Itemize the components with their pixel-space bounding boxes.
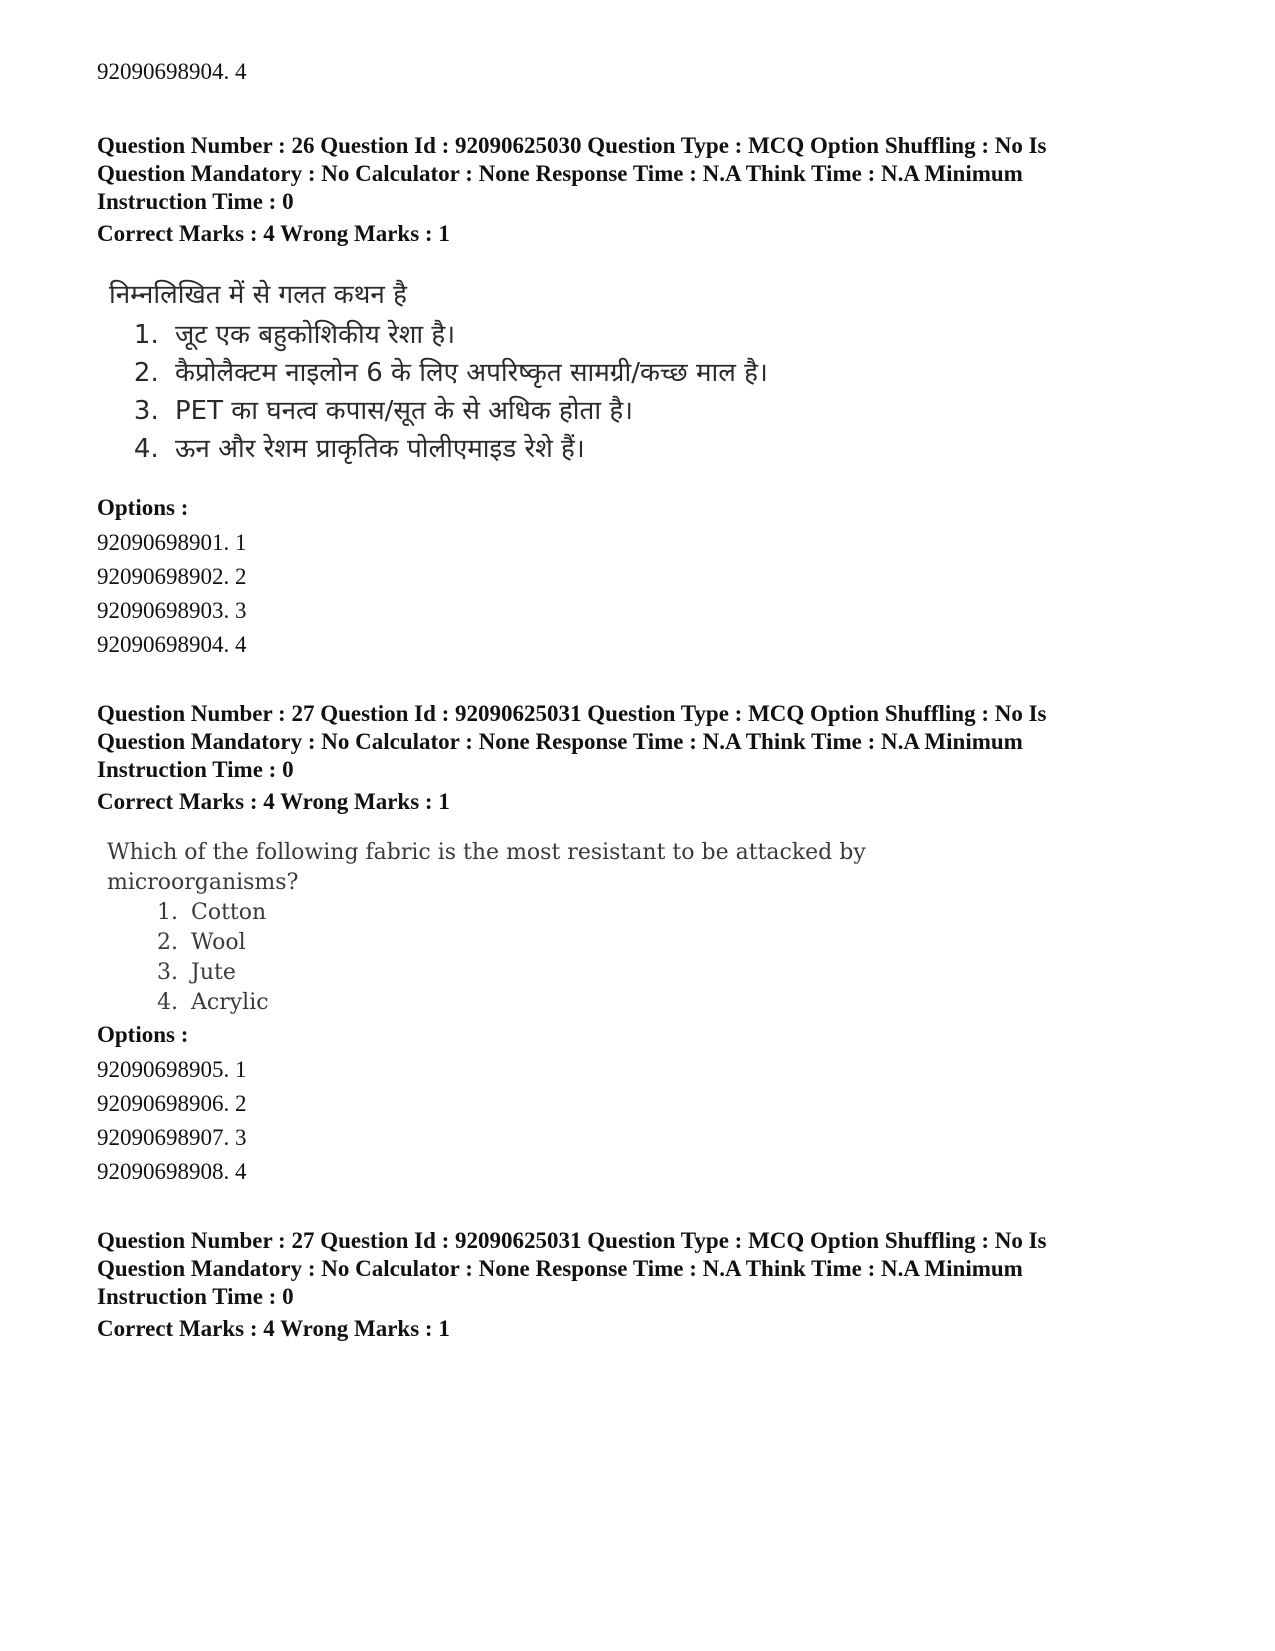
statement-item: 3. PET का घनत्व कपास/सूत के से अधिक होता है।: [167, 392, 768, 430]
option-item: 92090698902. 2: [97, 564, 247, 589]
option-item: 92090698907. 3: [97, 1125, 247, 1150]
question-27-options: [97, 1021, 247, 1189]
options-label: Options :: [97, 495, 189, 520]
statement-item: 4. ऊन और रेशम प्राकृतिक पोलीएमाइड रेशे हैं।: [167, 430, 768, 468]
question-26-image-text: [109, 276, 768, 468]
option-item: 92090698905. 1: [97, 1057, 247, 1082]
choice-item: 1. Cotton: [185, 898, 867, 928]
question-27-repeat-block: [97, 1227, 1137, 1343]
question-marks: Correct Marks : 4 Wrong Marks : 1: [97, 221, 450, 246]
choice-item: 2. Wool: [185, 928, 867, 958]
option-item: 92090698903. 3: [97, 598, 247, 623]
question-26-block: [97, 132, 1137, 248]
question-marks: Correct Marks : 4 Wrong Marks : 1: [97, 789, 450, 814]
options-list: [97, 1053, 247, 1189]
choice-list: [107, 898, 867, 1018]
question-stem: Which of the following fabric is the most resistant to be attacked by microorganisms?: [107, 840, 866, 895]
question-header: Question Number : 27 Question Id : 92090625031 Question Type : MCQ Option Shuffling : No Is Question Mandatory : No Calculator : None Response Time : N.A Think Time : N.A Minimum Instruction Time : 0: [97, 1228, 1047, 1309]
option-item: 92090698906. 2: [97, 1091, 247, 1116]
choice-item: 3. Jute: [185, 958, 867, 988]
previous-option-line: 92090698904. 4: [97, 59, 247, 84]
choice-item: 4. Acrylic: [185, 988, 867, 1018]
option-item: 92090698908. 4: [97, 1159, 247, 1184]
question-header: Question Number : 26 Question Id : 92090625030 Question Type : MCQ Option Shuffling : No Is Question Mandatory : No Calculator : None Response Time : N.A Think Time : N.A Minimum Instruction Time : 0: [97, 133, 1047, 214]
statement-list: [109, 316, 768, 468]
option-item: 92090698901. 1: [97, 530, 247, 555]
question-27-block: [97, 700, 1137, 816]
question-marks: Correct Marks : 4 Wrong Marks : 1: [97, 1316, 450, 1341]
option-item: 92090698904. 4: [97, 632, 247, 657]
options-list: [97, 526, 247, 662]
question-27-image-text: [107, 838, 867, 1018]
question-26-options: [97, 494, 247, 662]
statement-item: 1. जूट एक बहुकोशिकीय रेशा है।: [167, 316, 768, 354]
question-header: Question Number : 27 Question Id : 92090625031 Question Type : MCQ Option Shuffling : No Is Question Mandatory : No Calculator : None Response Time : N.A Think Time : N.A Minimum Instruction Time : 0: [97, 701, 1047, 782]
statement-item: 2. कैप्रोलैक्टम नाइलोन 6 के लिए अपरिष्कृत सामग्री/कच्छ माल है।: [167, 354, 768, 392]
options-label: Options :: [97, 1022, 189, 1047]
question-stem: निम्नलिखित में से गलत कथन है: [109, 280, 407, 310]
